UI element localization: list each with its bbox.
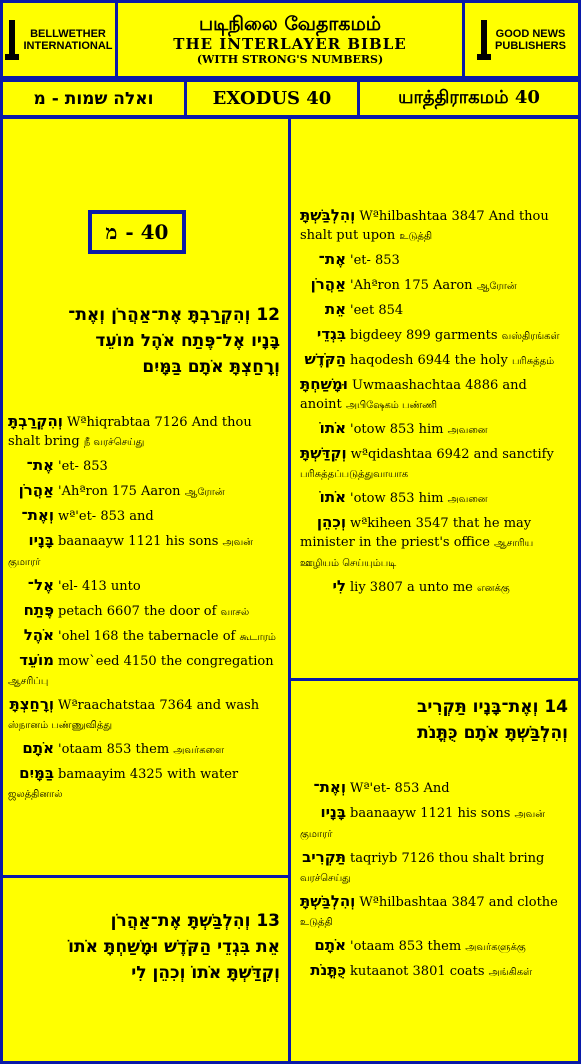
transliteration-gloss: baanaayw 1121 his sons bbox=[58, 534, 219, 549]
good-news-logo bbox=[462, 0, 581, 79]
tamil-gloss: வஸ்திரங்கள் bbox=[501, 331, 560, 342]
tamil-gloss: அவன் குமாரர் bbox=[8, 537, 253, 568]
word-row bbox=[300, 961, 568, 982]
hebrew-word: וְהִקְרַבְתָּ bbox=[8, 412, 63, 430]
english-book-title: EXODUS 40 bbox=[184, 79, 360, 118]
hebrew-word: כֻּתֳּנֹת bbox=[310, 961, 346, 979]
word-row bbox=[300, 419, 568, 440]
transliteration-gloss: wªkiheen 3547 that he may minister in the priest's office bbox=[300, 516, 532, 550]
hebrew-word: הַקֹּדֶשׁ bbox=[304, 350, 346, 368]
word-row bbox=[300, 300, 568, 321]
transliteration-gloss: haqodesh 6944 the holy bbox=[350, 353, 508, 368]
word-row bbox=[300, 350, 568, 371]
transliteration-gloss: Wªhilbashtaa 3847 And thou shalt put upon bbox=[300, 209, 549, 243]
word-row bbox=[300, 892, 568, 932]
tamil-gloss: வரச்செய்து bbox=[300, 873, 351, 884]
word-row bbox=[300, 936, 568, 957]
tamil-gloss: ஆசாரிய ஊழியம் செய்யும்படி bbox=[300, 538, 534, 569]
tamil-gloss: அவர்களுக்கு bbox=[465, 942, 526, 953]
tamil-gloss: உடுத்தி bbox=[399, 231, 433, 242]
hebrew-word: וְאֶת־ bbox=[313, 778, 346, 796]
word-row bbox=[300, 250, 568, 271]
tamil-gloss: அவர்களை bbox=[173, 745, 225, 756]
word-row bbox=[300, 444, 568, 484]
word-row bbox=[300, 325, 568, 346]
hebrew-word: פֶּתַח bbox=[23, 601, 54, 619]
hebrew-line: 14 וְאֶת־בָּנָיו תַּקְרִיב bbox=[416, 697, 568, 717]
title-tamil: படிநிலை வேதாகமம் bbox=[198, 12, 382, 35]
word-row bbox=[300, 206, 568, 246]
transliteration-gloss: Wªhilbashtaa 3847 and clothe bbox=[359, 895, 558, 910]
hebrew-word: וְאֶת־ bbox=[21, 506, 54, 524]
hebrew-word: אֵת bbox=[324, 300, 346, 318]
hebrew-word: וְרָחַצְתָּ bbox=[9, 695, 54, 713]
title-subtitle: (WITH STRONG'S NUMBERS) bbox=[196, 52, 384, 66]
transliteration-gloss: Wªraachatstaa 7364 and wash bbox=[58, 698, 260, 713]
verse13-word-list bbox=[300, 206, 568, 602]
hebrew-line: אֵת בִּגְדֵי הַקֹּדֶשׁ וּמָשַׁחְתָּ אֹתוֹ bbox=[68, 937, 280, 957]
tamil-gloss: ஆசரிப்பு bbox=[8, 676, 49, 687]
chapter-hebrew: מ bbox=[105, 219, 118, 244]
hebrew-word: וְקִדַּשְׁתָּ bbox=[300, 444, 347, 462]
title-english: THE INTERLAYER BIBLE bbox=[173, 34, 407, 53]
transliteration-gloss: 'otow 853 him bbox=[350, 491, 444, 506]
hebrew-word: וְהִלְבַּשְׁתָּ bbox=[300, 892, 356, 910]
tamil-gloss: அபிஷேகம் பண்ணி bbox=[345, 400, 438, 411]
transliteration-gloss: 'otaam 853 them bbox=[350, 939, 462, 954]
transliteration-gloss: wªqidashtaa 6942 and sanctify bbox=[350, 447, 554, 462]
word-row bbox=[8, 739, 280, 760]
tamil-gloss: உடுத்தி bbox=[300, 917, 333, 928]
tamil-book-title: யாத்திராகமம் 40 bbox=[357, 79, 581, 118]
bellwether-logo bbox=[0, 0, 118, 79]
logo-line1: GOOD NEWS bbox=[495, 27, 566, 40]
hebrew-word: אֹתוֹ bbox=[319, 419, 346, 437]
verse14-word-list bbox=[300, 778, 568, 986]
word-row bbox=[8, 481, 280, 502]
transliteration-gloss: Wª'et- 853 And bbox=[350, 781, 450, 796]
word-row bbox=[300, 803, 568, 844]
transliteration-gloss: Wªhiqrabtaa 7126 And thou shalt bring bbox=[8, 415, 252, 449]
word-row bbox=[300, 375, 568, 415]
transliteration-gloss: baanaayw 1121 his sons bbox=[350, 806, 511, 821]
hebrew-book-title: ואלה שמות - מ bbox=[0, 79, 187, 118]
hebrew-word: אַהֲרֹן bbox=[18, 481, 54, 499]
hebrew-line: 12 וְהִקְרַבְתָּ אֶת־אַהֲרֹן וְאֶת־ bbox=[68, 305, 280, 325]
hebrew-word: בָּנָיו bbox=[28, 531, 54, 549]
word-row bbox=[8, 626, 280, 647]
transliteration-gloss: 'ohel 168 the tabernacle of bbox=[58, 629, 236, 644]
word-row bbox=[8, 506, 280, 527]
tower-icon bbox=[477, 20, 491, 60]
hebrew-word: וְכִהֵן bbox=[316, 513, 346, 531]
word-row bbox=[8, 456, 280, 477]
tamil-gloss: எனக்கு bbox=[476, 583, 510, 594]
hebrew-word: בִּגְדֵי bbox=[316, 325, 346, 343]
hebrew-line: 13 וְהִלְבַּשְׁתָּ אֶת־אַהֲרֹן bbox=[110, 911, 280, 931]
verse12-word-list bbox=[8, 412, 280, 808]
tamil-gloss: அவன் குமாரர் bbox=[300, 809, 545, 840]
hebrew-word: תַּקְרִיב bbox=[302, 848, 346, 866]
verse13-hebrew bbox=[10, 908, 280, 986]
hebrew-word: אֶת־ bbox=[318, 250, 346, 268]
tamil-gloss: வாசல் bbox=[220, 607, 250, 618]
transliteration-gloss: bamaayim 4325 with water bbox=[58, 767, 239, 782]
tower-icon bbox=[5, 20, 19, 60]
hebrew-word: אַהֲרֹן bbox=[310, 275, 346, 293]
transliteration-gloss: 'et- 853 bbox=[58, 459, 108, 474]
hebrew-line: וְהִלְבַּשְׁתָּ אֹתָם כֻּתֳּנֹת bbox=[417, 723, 568, 743]
hebrew-word: אֹתוֹ bbox=[319, 488, 346, 506]
verse12-hebrew bbox=[10, 302, 280, 380]
hebrew-line: וְרָחַצְתָּ אֹתָם בַּמָּיִם bbox=[142, 357, 280, 377]
tamil-gloss: பரிசுத்தப்படுத்துவாயாக bbox=[300, 469, 409, 480]
transliteration-gloss: wª'et- 853 and bbox=[58, 509, 154, 524]
transliteration-gloss: 'Ahªron 175 Aaron bbox=[350, 278, 473, 293]
tamil-gloss: அவனை bbox=[447, 425, 488, 436]
tamil-gloss: ஆரோன் bbox=[476, 281, 517, 292]
transliteration-gloss: liy 3807 a unto me bbox=[350, 580, 473, 595]
transliteration-gloss: 'otaam 853 them bbox=[58, 742, 170, 757]
tamil-gloss: அங்கிகள் bbox=[488, 967, 533, 978]
word-row bbox=[8, 412, 280, 452]
transliteration-gloss: Uwmaashachtaa 4886 and anoint bbox=[300, 378, 527, 412]
hebrew-word: אֹהֶל bbox=[23, 626, 54, 644]
hebrew-line: וְקִדַּשְׁתָּ אֹתוֹ וְכִהֵן לִי bbox=[131, 963, 280, 983]
word-row bbox=[300, 513, 568, 573]
tamil-gloss: ஆரோன் bbox=[184, 487, 225, 498]
chapter-number: - 40 bbox=[125, 220, 169, 244]
transliteration-gloss: petach 6607 the door of bbox=[58, 604, 217, 619]
word-row bbox=[8, 651, 280, 691]
transliteration-gloss: mow`eed 4150 the congregation bbox=[58, 654, 274, 669]
word-row bbox=[8, 695, 280, 735]
tamil-gloss: பரிசுத்தம் bbox=[511, 356, 555, 367]
hebrew-word: לִי bbox=[332, 577, 346, 595]
tamil-gloss: கூடாரம் bbox=[239, 632, 276, 643]
transliteration-gloss: 'eet 854 bbox=[350, 303, 404, 318]
transliteration-gloss: bigdeey 899 garments bbox=[350, 328, 498, 343]
transliteration-gloss: 'otow 853 him bbox=[350, 422, 444, 437]
transliteration-gloss: 'et- 853 bbox=[350, 253, 400, 268]
tamil-gloss: ஜலத்தினால் bbox=[8, 789, 63, 800]
hebrew-line: בָּנָיו אֶל־פֶּתַח אֹהֶל מוֹעֵד bbox=[95, 331, 280, 351]
hebrew-word: וְהִלְבַּשְׁתָּ bbox=[300, 206, 356, 224]
hebrew-word: בָּנָיו bbox=[320, 803, 346, 821]
transliteration-gloss: 'el- 413 unto bbox=[58, 579, 141, 594]
verse14-hebrew bbox=[300, 694, 568, 746]
tamil-gloss: ஸ்நானம் பண்ணுவித்து bbox=[8, 720, 113, 731]
title-block bbox=[115, 0, 465, 79]
hebrew-word: מוֹעֵד bbox=[19, 651, 54, 669]
word-row bbox=[8, 601, 280, 622]
logo-line2: INTERNATIONAL bbox=[23, 39, 113, 52]
tamil-gloss: அவனை bbox=[447, 494, 488, 505]
word-row bbox=[8, 531, 280, 572]
hebrew-word: אֶל־ bbox=[27, 576, 54, 594]
transliteration-gloss: kutaanot 3801 coats bbox=[350, 964, 485, 979]
hebrew-word: אֹתָם bbox=[314, 936, 346, 954]
hebrew-word: אֶת־ bbox=[26, 456, 54, 474]
chapter-badge bbox=[88, 210, 186, 254]
transliteration-gloss: 'Ahªron 175 Aaron bbox=[58, 484, 181, 499]
word-row bbox=[300, 488, 568, 509]
word-row bbox=[300, 848, 568, 888]
word-row bbox=[300, 275, 568, 296]
word-row bbox=[8, 764, 280, 804]
hebrew-word: בַּמָּיִם bbox=[19, 764, 54, 782]
transliteration-gloss: taqriyb 7126 thou shalt bring bbox=[350, 851, 545, 866]
hebrew-word: וּמָשַׁחְתָּ bbox=[300, 375, 348, 393]
tamil-gloss: நீ வரச்செய்து bbox=[83, 437, 145, 448]
hebrew-word: אֹתָם bbox=[22, 739, 54, 757]
logo-line2: PUBLISHERS bbox=[495, 39, 566, 52]
word-row bbox=[300, 778, 568, 799]
word-row bbox=[300, 577, 568, 598]
logo-line1: BELLWETHER bbox=[30, 27, 106, 40]
word-row bbox=[8, 576, 280, 597]
